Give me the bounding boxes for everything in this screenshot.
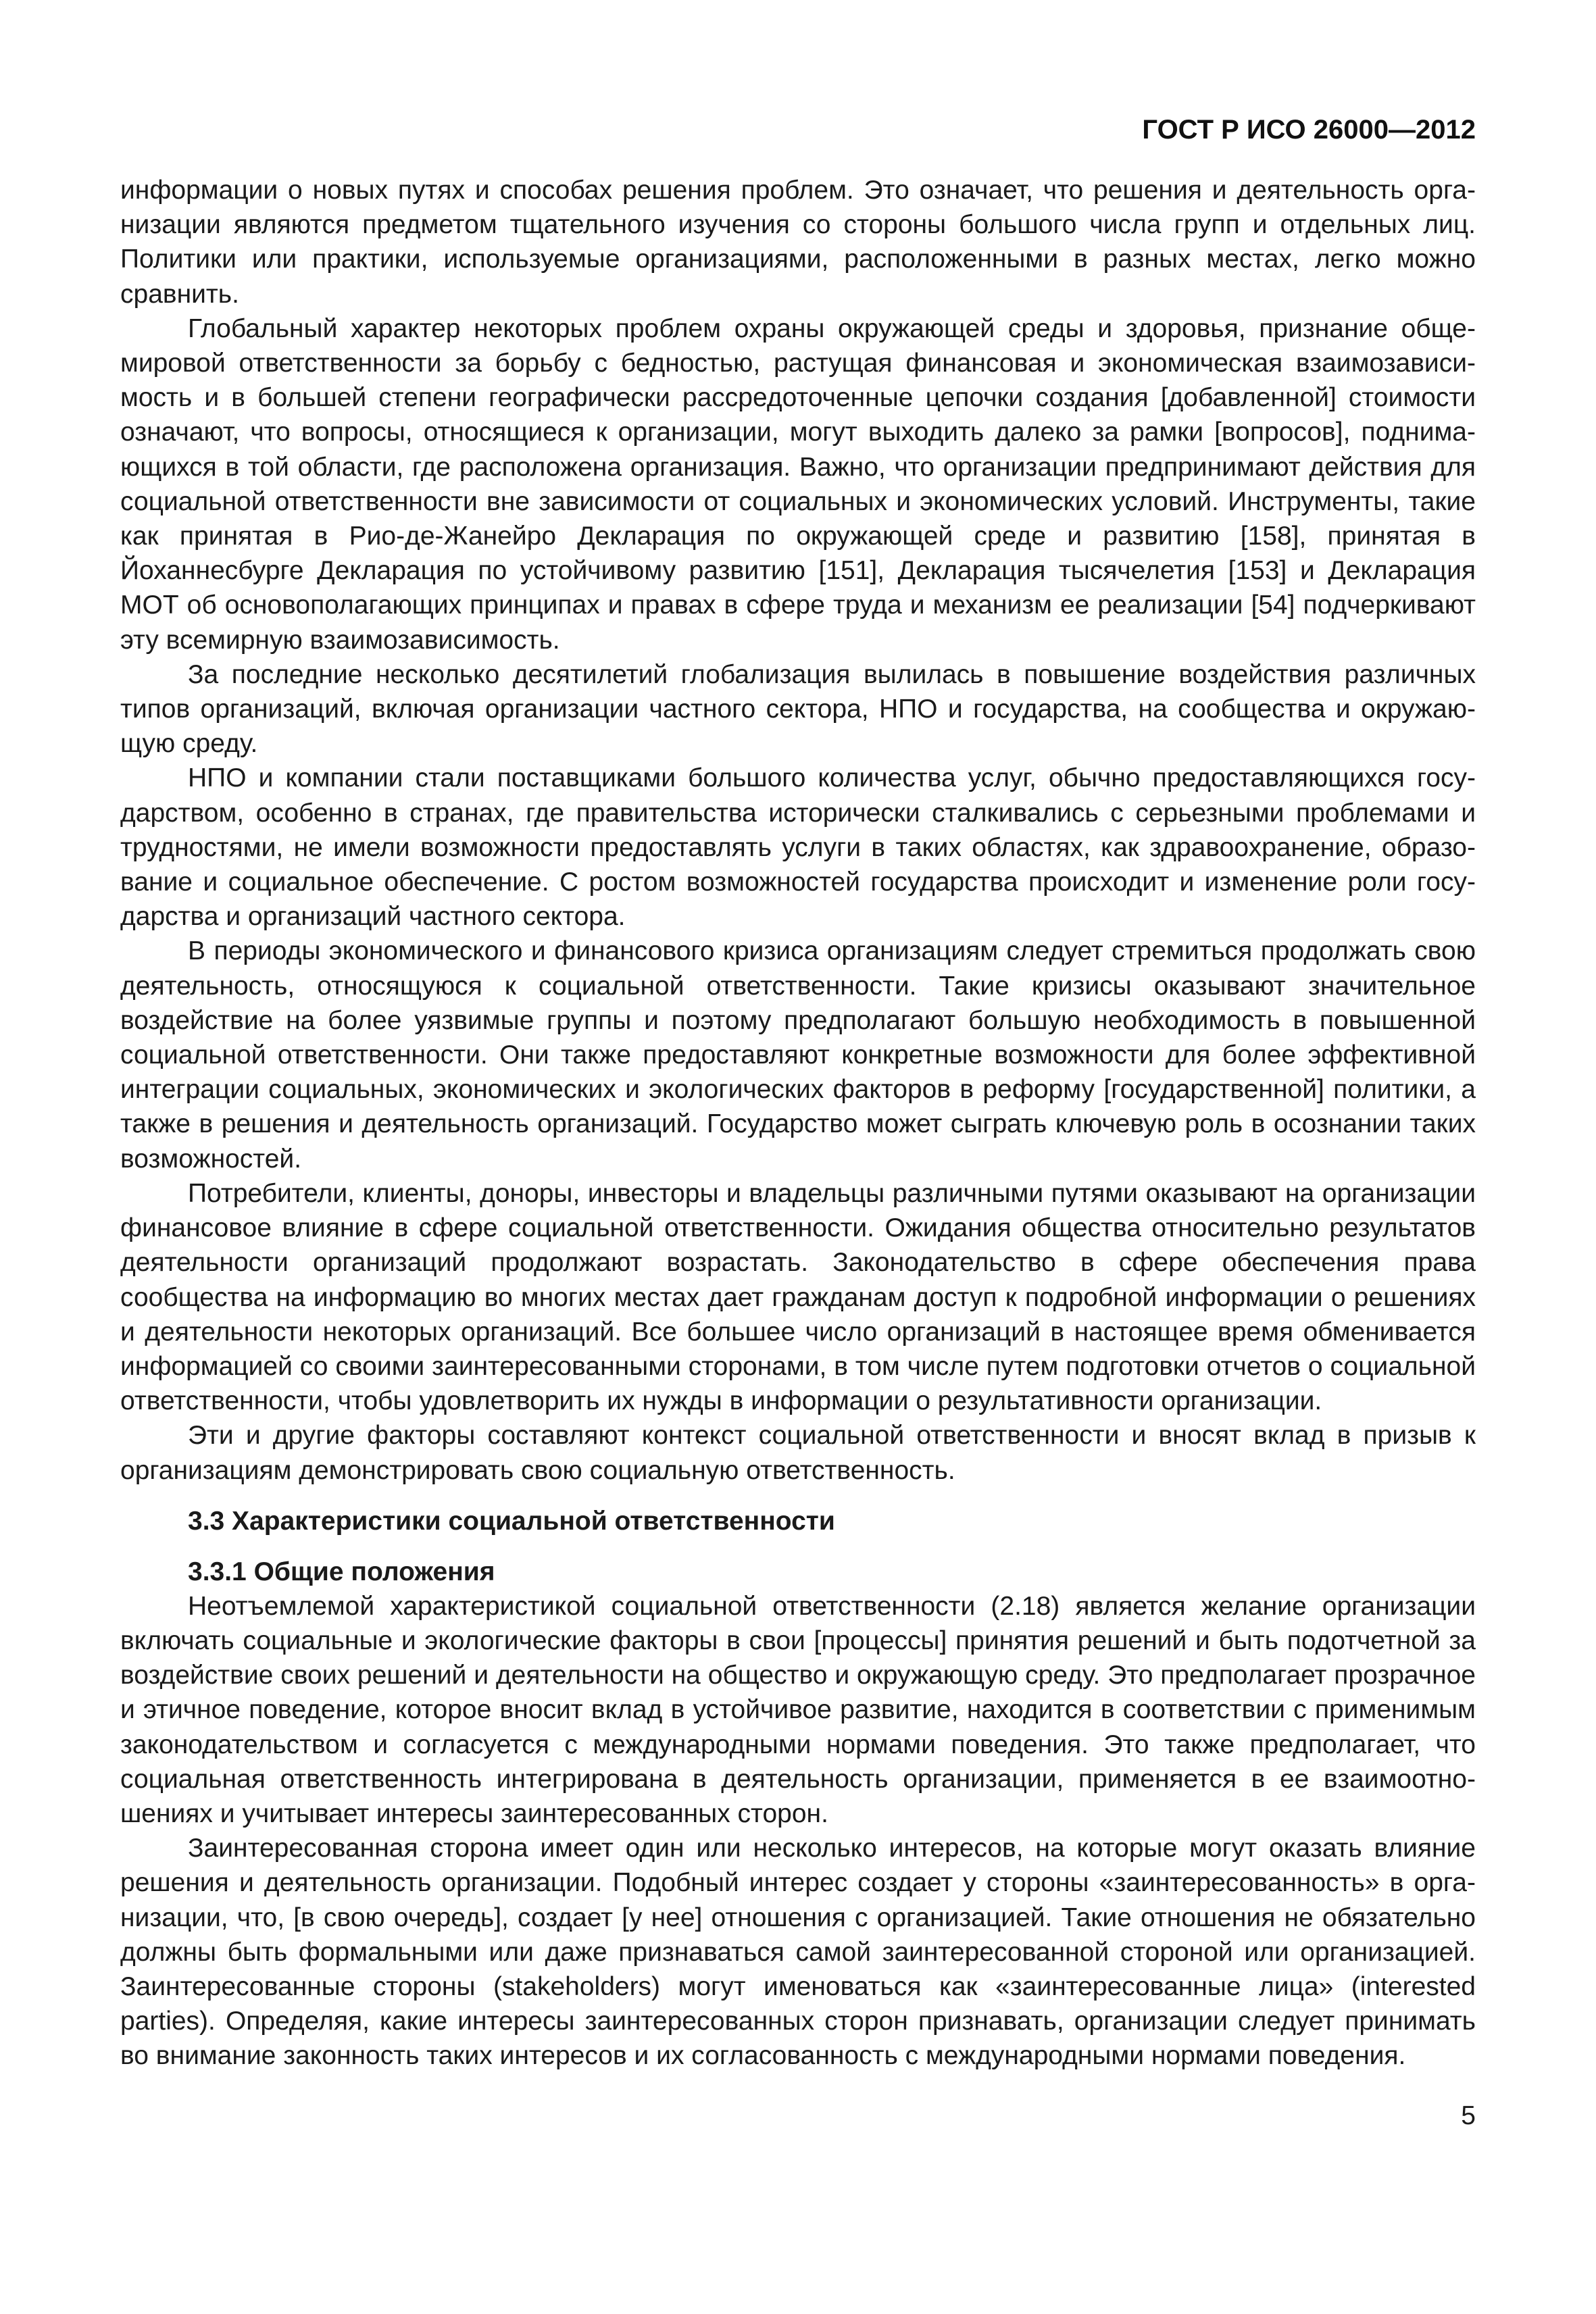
paragraph: информации о новых путях и способах решения проблем. Это означает, что решения и деятельность организации являются предметом тщательного изучения со стороны большого числа групп и отдельных лиц. Политики или практики, используемые организациями, расположенными в разных местах, легко можно сравнить. (120, 176, 1476, 309)
paragraph: Эти и другие факторы составляют контекст социальной ответственности и вносят вклад в призыв к организациям демонстрировать свою социальную ответственность. (120, 1421, 1476, 1485)
paragraph: В периоды экономического и финансового кризиса организациям следует стремиться продолжать свою деятельность, относящуюся к социальной ответственности. Такие кризисы оказывают значительное воздействие на более уязвимые группы и поэтому предполагают большую необходимость в повышенной социальной ответственности. Они также предоставляют конкретные возможности для более эффективной интеграции социальных, экономических и экологических факторов в реформу [государственной] политики, а также в решения и деятельность организаций. Государство может сыграть ключевую роль в осознании таких возможностей. (120, 936, 1476, 1174)
subsection-heading: 3.3.1 Общие положения (188, 1557, 495, 1586)
standard-id: ГОСТ Р ИСО 26000—2012 (1142, 115, 1476, 145)
paragraph: Глобальный характер некоторых проблем охраны окружающей среды и здоровья, признание общемировой ответственности за борьбу с бедностью, растущая финансовая и экономическая взаимозависимость и в большей степени географически рассредоточенные цепочки создания [добавленной] стоимости означают, что вопросы, относящиеся к организации, могут выходить далеко за рамки [вопросов], поднимающихся в той области, где расположена организация. Важно, что организации предпринимают действия для социальной ответственности вне зависимости от социальных и экономических условий. Инструменты, такие как принятая в Рио-де-Жанейро Декларация по окружающей среде и развитию [158], принятая в Йоханнесбурге Декларация по устойчивому развитию [151], Декларация тысячелетия [153] и Декларация МОТ об основополагающих принципах и правах в сфере труда и механизм ее реализации [54] подчеркивают эту всемирную взаимозависимость. (120, 313, 1476, 655)
document-page (120, 114, 1476, 2073)
paragraph: НПО и компании стали поставщиками большого количества услуг, обычно предоставляющихся государством, особенно в странах, где правительства исторически сталкивались с серьезными проблемами и трудностями, не имели возможности предоставлять услуги в таких областях, как здравоохранение, образование и социальное обеспечение. С ростом возможностей государства происходит и изменение роли государства и организаций частного сектора. (120, 763, 1476, 932)
paragraph: За последние несколько десятилетий глобализация вылилась в повышение воздействия различных типов организаций, включая организации частного сектора, НПО и государства, на сообщества и окружающую среду. (120, 659, 1476, 759)
document-body (120, 173, 1476, 2073)
paragraph: Заинтересованная сторона имеет один или несколько интересов, на которые могут оказать влияние решения и деятельность организации. Подобный интерес создает у стороны «заинтересованность» в организации, что, [в свою очередь], создает [у нее] отношения с организацией. Такие отношения не обязательно должны быть формальными или даже признаваться самой заинтересованной стороной или организацией. Заинтересованные стороны (stakeholders) могут именоваться как «заинтересованные лица» (interested parties). Определяя, какие интересы заинтересованных сторон признавать, организации следует принимать во внимание законность таких интересов и их согласованность с международными нормами поведения. (120, 1834, 1476, 2071)
paragraph: Неотъемлемой характеристикой социальной ответственности (2.18) является желание организации включать социальные и экологические факторы в свои [процессы] принятия решений и быть подотчетной за воздействие своих решений и деятельности на общество и окружающую среду. Это предполагает прозрачное и этичное поведение, которое вносит вклад в устойчивое развитие, находится в соответствии с применимым законодательством и согласуется с международными нормами поведения. Это также предполагает, что социальная ответственность интегрирована в деятельность организации, применяется в ее взаимоотношениях и учитывает интересы заинтересованных сторон. (120, 1591, 1476, 1828)
page-number: 5 (1461, 2101, 1476, 2130)
section-heading: 3.3 Характеристики социальной ответственности (188, 1506, 835, 1536)
document-header (120, 114, 1476, 146)
paragraph: Потребители, клиенты, доноры, инвесторы и владельцы различными путями оказывают на организации финансовое влияние в сфере социальной ответственности. Ожидания общества относительно результатов деятельности организаций продолжают возрастать. Законодательство в сфере обеспечения права сообщества на информацию во многих местах дает гражданам доступ к подробной информации о решениях и деятельности некоторых организаций. Все большее число организаций в настоящее время обменивается информацией со своими заинтересованными сторонами, в том числе путем подготовки отчетов о социальной ответственности, чтобы удовлетворить их нужды в информации о результативности организации. (120, 1178, 1476, 1416)
